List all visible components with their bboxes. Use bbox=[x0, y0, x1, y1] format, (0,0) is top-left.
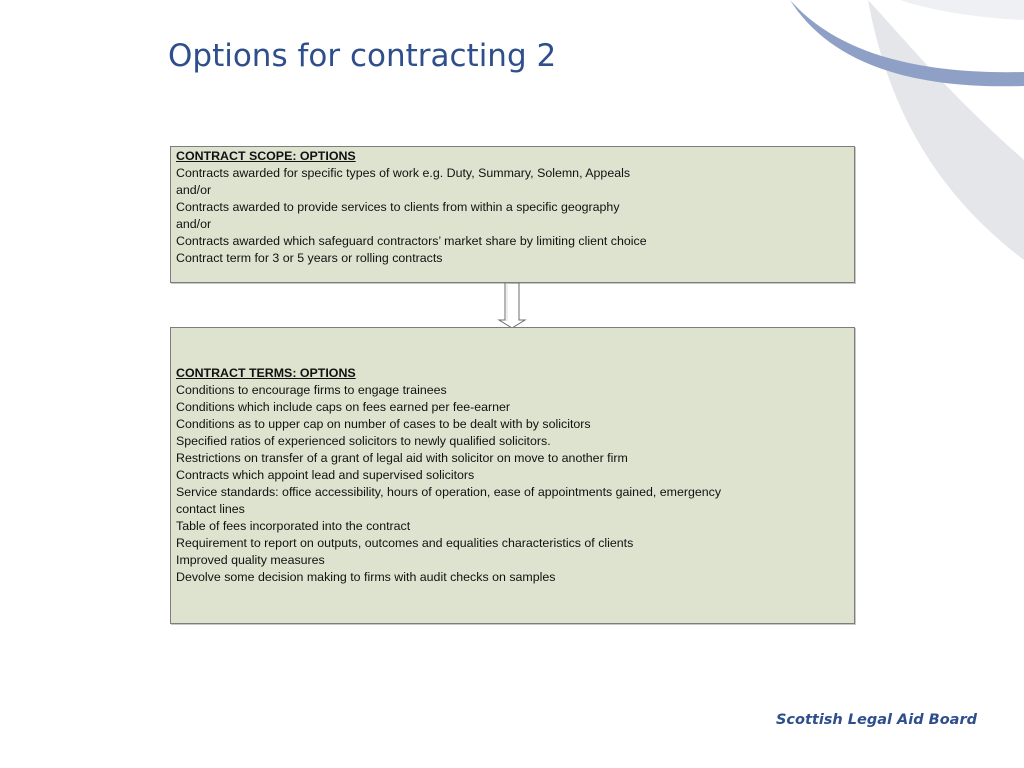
terms-line: Conditions as to upper cap on number of cases to be dealt with by solicitors bbox=[176, 417, 591, 431]
terms-line: Contracts which appoint lead and supervised solicitors bbox=[176, 468, 475, 482]
scope-line: Contracts awarded for specific types of work e.g. Duty, Summary, Solemn, Appeals bbox=[176, 166, 631, 180]
scope-heading: CONTRACT SCOPE: OPTIONS bbox=[176, 149, 356, 163]
terms-line: contact lines bbox=[176, 502, 245, 516]
contract-scope-box bbox=[170, 146, 855, 283]
scope-line: and/or bbox=[176, 217, 212, 231]
terms-line: Conditions to encourage firms to engage trainees bbox=[176, 383, 447, 397]
terms-line: Table of fees incorporated into the contract bbox=[176, 519, 411, 533]
slide-title: Options for contracting 2 bbox=[168, 38, 557, 74]
scope-line: Contracts awarded which safeguard contractors’ market share by limiting client choice bbox=[176, 234, 647, 248]
terms-line: Restrictions on transfer of a grant of legal aid with solicitor on move to another firm bbox=[176, 451, 628, 465]
terms-line: Devolve some decision making to firms with audit checks on samples bbox=[176, 570, 556, 584]
terms-heading: CONTRACT TERMS: OPTIONS bbox=[176, 366, 356, 380]
footer-organisation-name: Scottish Legal Aid Board bbox=[775, 712, 977, 728]
down-arrow-connector bbox=[497, 283, 527, 329]
scope-line: Contracts awarded to provide services to clients from within a specific geography bbox=[176, 200, 620, 214]
scope-line: Contract term for 3 or 5 years or rolling contracts bbox=[176, 251, 443, 265]
terms-line: Service standards: office accessibility, hours of operation, ease of appointments gained, emergency bbox=[176, 485, 722, 499]
scope-line: and/or bbox=[176, 183, 212, 197]
terms-line: Improved quality measures bbox=[176, 553, 325, 567]
terms-line: Specified ratios of experienced solicitors to newly qualified solicitors. bbox=[176, 434, 551, 448]
terms-line: Requirement to report on outputs, outcomes and equalities characteristics of clients bbox=[176, 536, 634, 550]
terms-line: Conditions which include caps on fees earned per fee-earner bbox=[176, 400, 511, 414]
contract-terms-box bbox=[170, 327, 855, 624]
